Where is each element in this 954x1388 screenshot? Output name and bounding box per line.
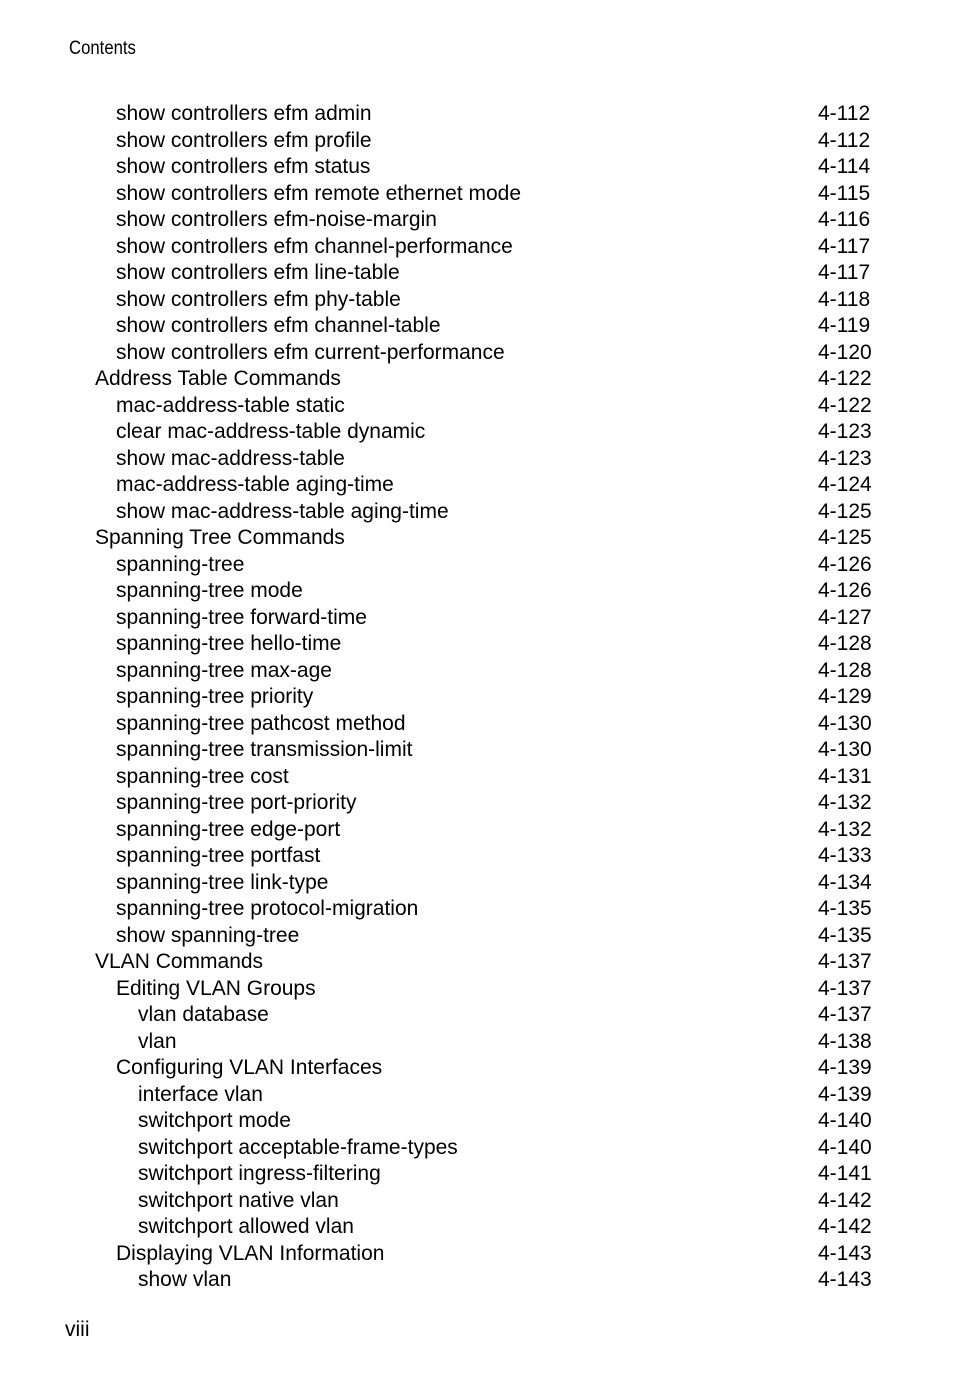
toc-entry-page: 4-112	[818, 102, 871, 125]
toc-entry-page: 4-123	[818, 446, 872, 470]
toc-entry-page: 4-130	[818, 711, 872, 735]
toc-entry[interactable]	[0, 313, 954, 340]
toc-entry[interactable]	[0, 684, 954, 711]
toc-entry[interactable]	[0, 1108, 954, 1135]
toc-entry-title[interactable]: show controllers efm current-performance	[116, 340, 505, 364]
toc-entry[interactable]	[0, 1002, 954, 1029]
toc-entry-page: 4-135	[818, 897, 872, 920]
toc-entry[interactable]	[0, 1135, 954, 1162]
toc-entry-page: 4-128	[818, 658, 872, 682]
toc-entry[interactable]	[0, 472, 954, 499]
toc-entry[interactable]	[0, 154, 954, 181]
toc-entry-page: 4-125	[818, 526, 872, 549]
toc-entry[interactable]	[0, 605, 954, 632]
toc-entry-title[interactable]: Configuring VLAN Interfaces	[116, 1056, 383, 1079]
toc-entry[interactable]	[0, 207, 954, 234]
toc-entry[interactable]	[0, 499, 954, 526]
toc-entry[interactable]	[0, 896, 954, 923]
toc-entry-title[interactable]: show controllers efm status	[116, 155, 371, 178]
toc-entry-page: 4-139	[818, 1082, 872, 1106]
toc-entry-title[interactable]: switchport native vlan	[138, 1188, 339, 1212]
toc-entry-title[interactable]: spanning-tree hello-time	[116, 632, 342, 655]
toc-entry-title[interactable]: spanning-tree mode	[116, 579, 303, 602]
toc-entry-title[interactable]: vlan database	[138, 1003, 269, 1026]
toc-entry-page: 4-123	[818, 420, 872, 443]
toc-entry[interactable]	[0, 340, 954, 367]
toc-entry[interactable]	[0, 1161, 954, 1188]
toc-entry[interactable]	[0, 446, 954, 473]
toc-entry[interactable]	[0, 578, 954, 605]
toc-entry-page: 4-122	[818, 367, 872, 390]
toc-entry-title[interactable]: mac-address-table aging-time	[116, 473, 394, 496]
toc-entry-page: 4-133	[818, 844, 872, 867]
toc-entry-page: 4-142	[818, 1215, 872, 1238]
toc-entry-page: 4-112	[818, 128, 871, 152]
toc-entry[interactable]	[0, 234, 954, 261]
toc-entry[interactable]	[0, 419, 954, 446]
toc-entry-page: 4-131	[818, 764, 872, 788]
toc-entry-page: 4-127	[818, 605, 872, 629]
toc-entry-page: 4-140	[818, 1109, 872, 1132]
toc-entry[interactable]	[0, 1188, 954, 1215]
toc-entry-page: 4-143	[818, 1241, 872, 1265]
toc-entry-title[interactable]: Spanning Tree Commands	[95, 526, 345, 549]
toc-entry-title[interactable]: mac-address-table static	[116, 393, 345, 417]
toc-entry-page: 4-119	[818, 314, 871, 337]
toc-entry-page: 4-124	[818, 473, 872, 496]
toc-entry-title[interactable]: switchport mode	[138, 1109, 291, 1132]
toc-entry-title[interactable]: switchport ingress-filtering	[138, 1162, 381, 1185]
toc-entry-title[interactable]: spanning-tree port-priority	[116, 791, 357, 814]
page-number: viii	[65, 1318, 90, 1341]
toc-entry-title[interactable]: spanning-tree portfast	[116, 844, 321, 867]
toc-entry-page: 4-129	[818, 685, 872, 708]
toc-entry[interactable]	[0, 393, 954, 420]
toc-entry-page: 4-137	[818, 950, 872, 973]
toc-entry-title[interactable]: show spanning-tree	[116, 923, 300, 947]
toc-entry-title[interactable]: show mac-address-table aging-time	[116, 499, 449, 523]
toc-entry-title[interactable]: Address Table Commands	[95, 367, 341, 390]
toc-entry-page: 4-114	[818, 155, 871, 178]
toc-entry-page: 4-126	[818, 552, 872, 576]
toc-entry[interactable]	[0, 790, 954, 817]
toc-entry-title[interactable]: show mac-address-table	[116, 446, 345, 470]
toc-entry[interactable]	[0, 1082, 954, 1109]
toc-entry[interactable]	[0, 737, 954, 764]
toc-entry-title[interactable]: show controllers efm-noise-margin	[116, 208, 437, 231]
toc-entry-title[interactable]: show controllers efm channel-performance	[116, 234, 513, 258]
toc-entry[interactable]	[0, 1029, 954, 1056]
toc-entry[interactable]	[0, 1241, 954, 1268]
toc-entry-title[interactable]: VLAN Commands	[95, 950, 264, 973]
toc-entry-title[interactable]: show controllers efm profile	[116, 128, 372, 152]
toc-entry-title[interactable]: switchport acceptable-frame-types	[138, 1135, 458, 1159]
toc-entry-title[interactable]: interface vlan	[138, 1082, 263, 1106]
toc-entry[interactable]	[0, 128, 954, 155]
toc-entry-title[interactable]: Editing VLAN Groups	[116, 976, 316, 1000]
table-of-contents	[0, 101, 954, 1294]
toc-entry-page: 4-142	[818, 1188, 872, 1212]
toc-entry-page: 4-115	[818, 181, 871, 205]
toc-entry-title[interactable]: show controllers efm phy-table	[116, 287, 401, 311]
toc-entry[interactable]	[0, 764, 954, 791]
toc-entry[interactable]	[0, 923, 954, 950]
toc-entry[interactable]	[0, 870, 954, 897]
toc-entry[interactable]	[0, 843, 954, 870]
toc-entry[interactable]	[0, 525, 954, 552]
toc-entry-page: 4-117	[818, 261, 871, 284]
toc-entry[interactable]	[0, 1267, 954, 1294]
toc-entry[interactable]	[0, 976, 954, 1003]
toc-entry-page: 4-143	[818, 1268, 872, 1291]
toc-entry[interactable]	[0, 949, 954, 976]
toc-entry-page: 4-116	[818, 208, 871, 231]
toc-entry-title[interactable]: spanning-tree transmission-limit	[116, 738, 413, 761]
toc-entry[interactable]	[0, 181, 954, 208]
toc-entry[interactable]	[0, 631, 954, 658]
toc-entry-page: 4-134	[818, 870, 872, 894]
toc-entry-title[interactable]: show controllers efm remote ethernet mode	[116, 181, 522, 205]
toc-entry-title[interactable]: clear mac-address-table dynamic	[116, 420, 426, 443]
toc-entry-title[interactable]: show controllers efm line-table	[116, 261, 400, 284]
toc-entry-title[interactable]: spanning-tree pathcost method	[116, 711, 406, 735]
toc-entry[interactable]	[0, 366, 954, 393]
toc-entry-page: 4-137	[818, 1003, 872, 1026]
toc-entry-page: 4-137	[818, 976, 872, 1000]
toc-entry-page: 4-138	[818, 1029, 872, 1053]
toc-entry-title[interactable]: show vlan	[138, 1268, 232, 1291]
toc-entry-title[interactable]: spanning-tree forward-time	[116, 605, 367, 629]
toc-entry-page: 4-120	[818, 340, 872, 364]
toc-entry-page: 4-139	[818, 1056, 872, 1079]
toc-entry-page: 4-117	[818, 234, 871, 258]
toc-entry[interactable]	[0, 817, 954, 844]
toc-entry-page: 4-118	[818, 287, 871, 311]
toc-entry[interactable]	[0, 101, 954, 128]
toc-entry-title[interactable]: spanning-tree max-age	[116, 658, 332, 682]
toc-entry-page: 4-130	[818, 738, 872, 761]
toc-entry-title[interactable]: Displaying VLAN Information	[116, 1241, 385, 1265]
toc-entry-title[interactable]: spanning-tree protocol-migration	[116, 897, 419, 920]
toc-entry-page: 4-141	[818, 1162, 872, 1185]
toc-entry[interactable]	[0, 658, 954, 685]
toc-entry-page: 4-132	[818, 817, 872, 841]
toc-entry-page: 4-126	[818, 579, 872, 602]
toc-entry-page: 4-132	[818, 791, 872, 814]
toc-entry-title[interactable]: show controllers efm admin	[116, 102, 372, 125]
toc-entry[interactable]	[0, 552, 954, 579]
toc-entry-title[interactable]: vlan	[138, 1029, 177, 1053]
toc-entry[interactable]	[0, 1214, 954, 1241]
toc-entry-title[interactable]: spanning-tree edge-port	[116, 817, 341, 841]
toc-entry-page: 4-128	[818, 632, 872, 655]
toc-entry-page: 4-135	[818, 923, 872, 947]
toc-entry-title[interactable]: spanning-tree priority	[116, 685, 314, 708]
toc-entry-page: 4-140	[818, 1135, 872, 1159]
toc-entry-title[interactable]: spanning-tree	[116, 552, 245, 576]
toc-entry-title[interactable]: spanning-tree cost	[116, 764, 289, 788]
toc-entry-title[interactable]: show controllers efm channel-table	[116, 314, 441, 337]
toc-entry[interactable]	[0, 1055, 954, 1082]
toc-entry[interactable]	[0, 287, 954, 314]
toc-entry-page: 4-125	[818, 499, 872, 523]
toc-entry[interactable]	[0, 260, 954, 287]
toc-entry-title[interactable]: spanning-tree link-type	[116, 870, 329, 894]
toc-entry-title[interactable]: switchport allowed vlan	[138, 1215, 354, 1238]
toc-entry-page: 4-122	[818, 393, 872, 417]
toc-entry[interactable]	[0, 711, 954, 738]
running-header: Contents	[69, 38, 136, 59]
